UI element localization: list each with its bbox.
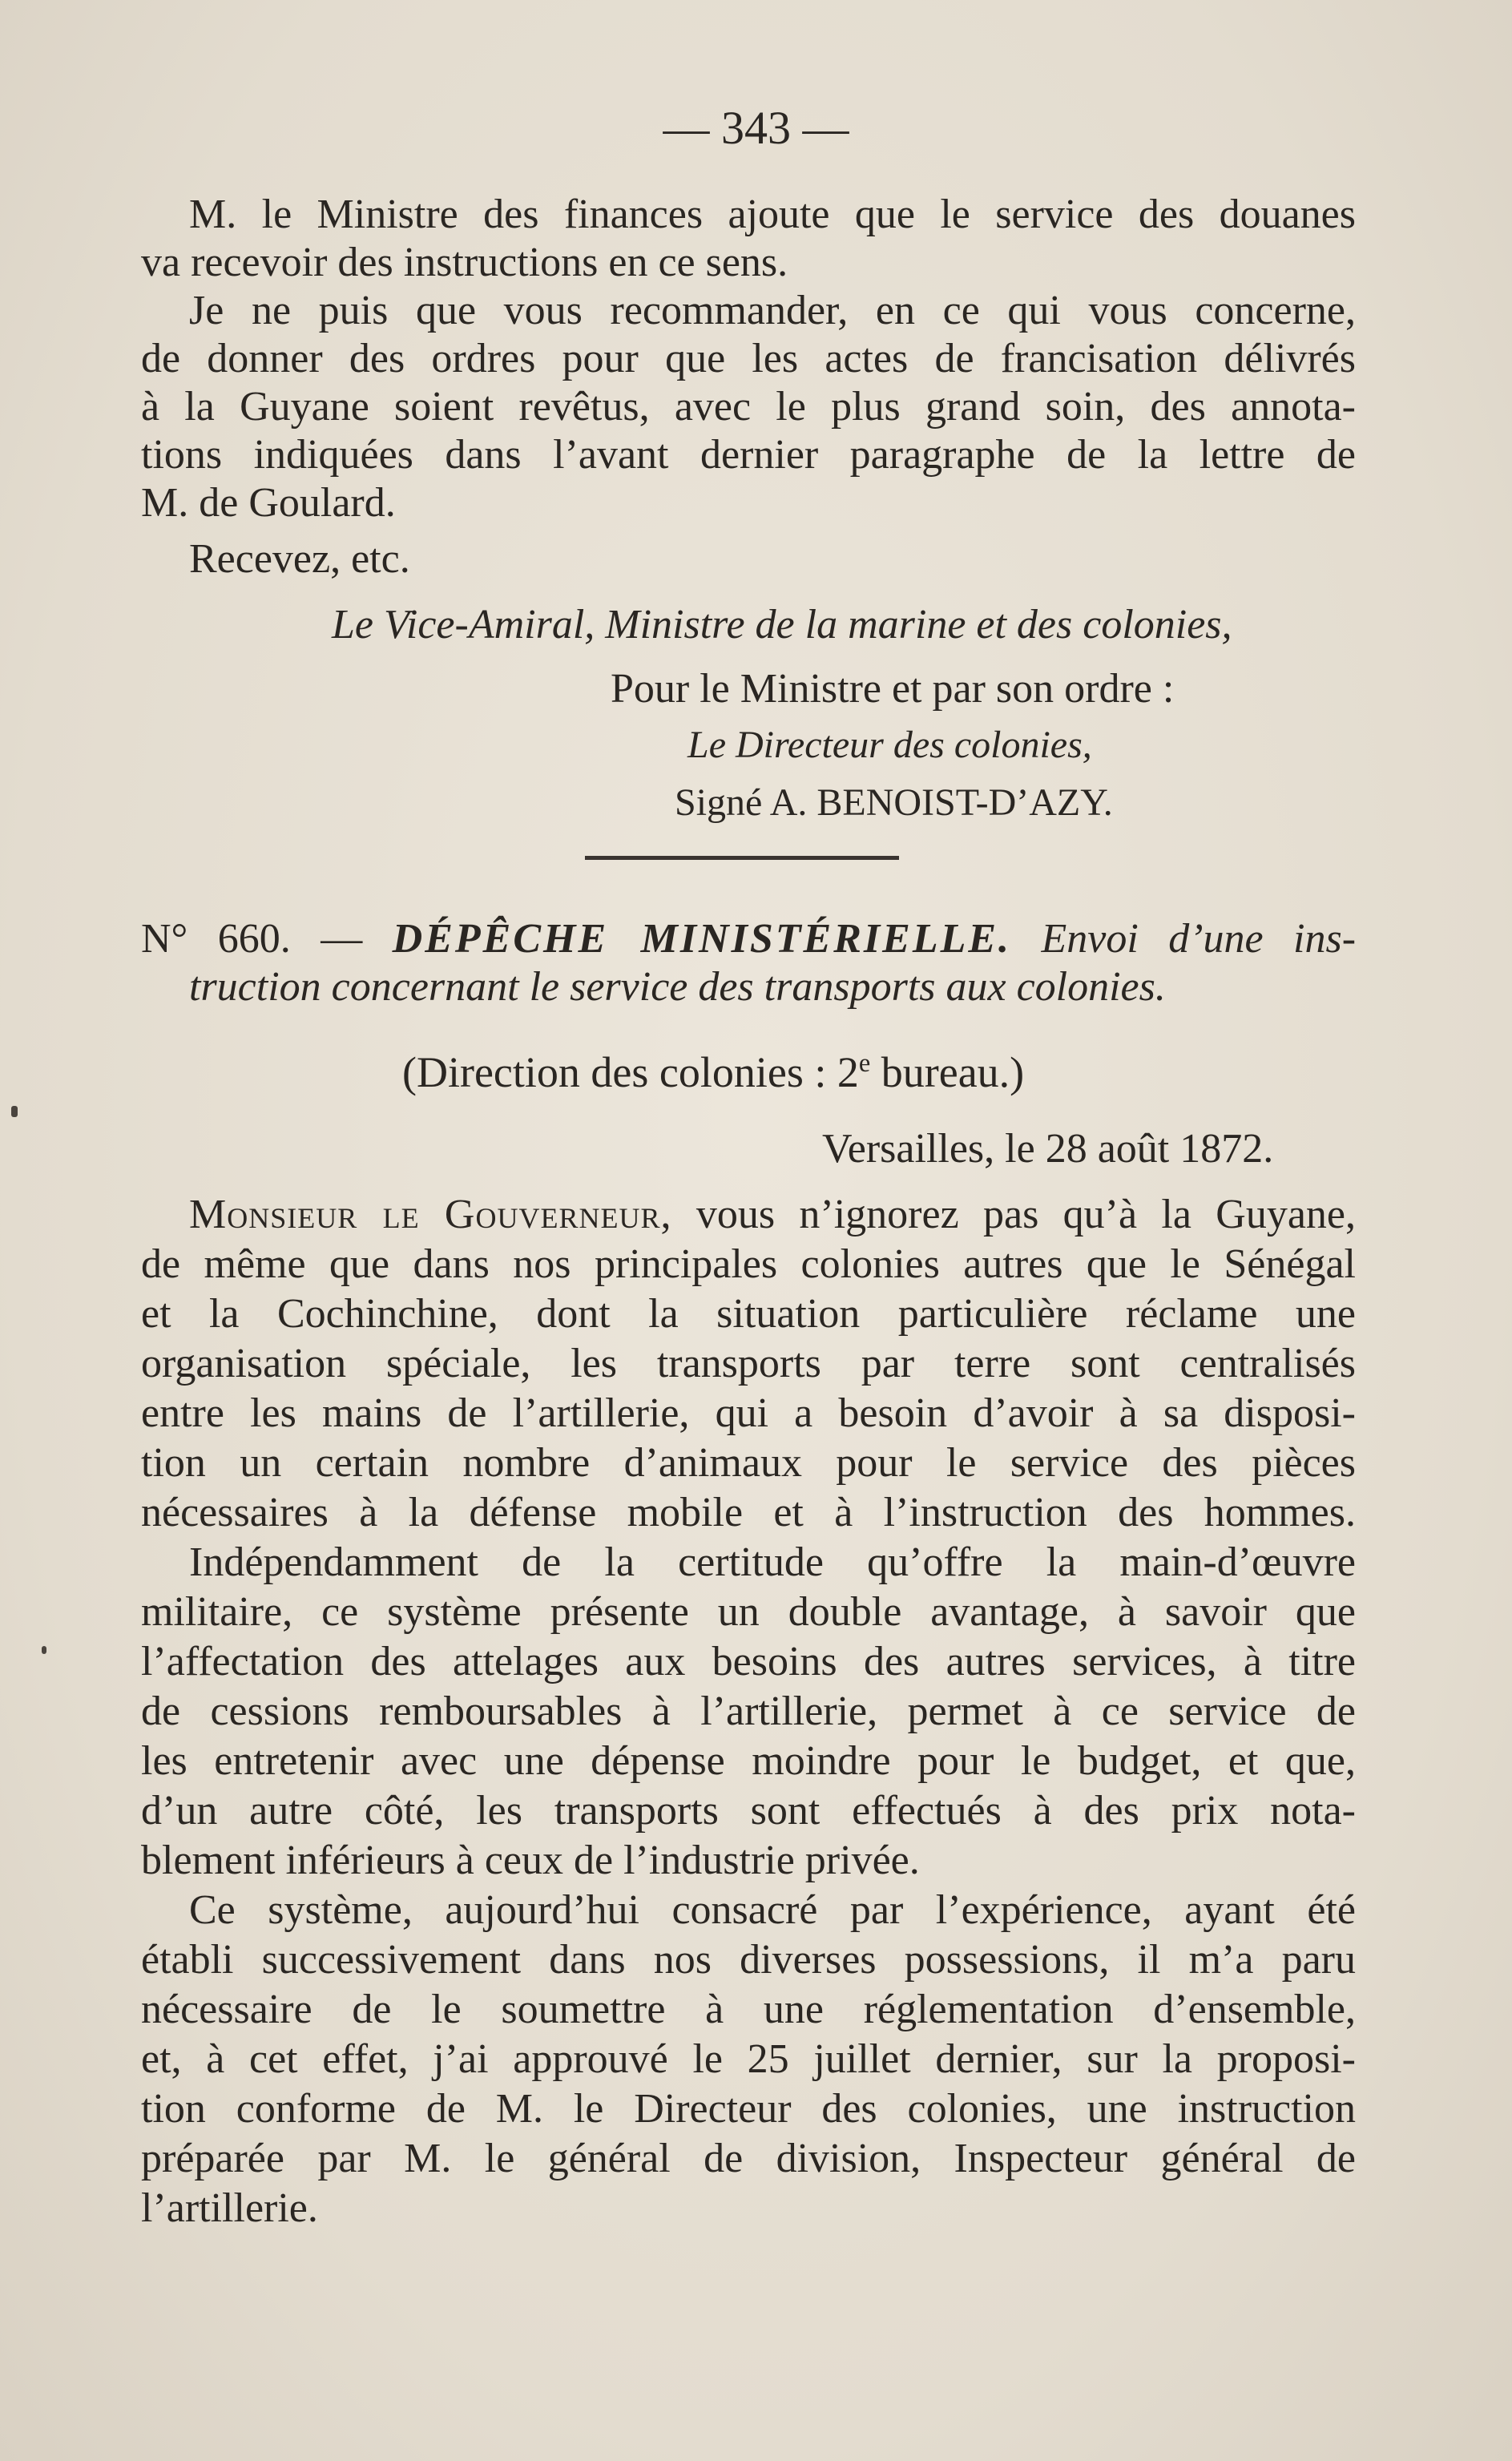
text-line: l’affectation des attelages aux besoins des autres services, à titre [141,1639,1356,1684]
section-divider [585,856,899,860]
text-line: Ce système, aujourd’hui consacré par l’expérience, ayant été [189,1887,1356,1933]
text-line: tion un certain nombre d’animaux pour le service des pièces [141,1440,1356,1486]
text-line: Indépendamment de la certitude qu’offre la main-d’œuvre [189,1539,1356,1585]
dispatch-dash: — [321,916,363,962]
text-line: les entretenir avec une dépense moindre pour le budget, et que, [141,1738,1356,1784]
text-line: blement inférieurs à ceux de l’industrie privée. [141,1838,920,1883]
text-line: l’artillerie. [141,2185,318,2231]
ink-speck [11,1106,18,1117]
text-line: de même que dans nos principales colonies autres que le Sénégal [141,1241,1356,1287]
text-line: tions indiquées dans l’avant dernier paragraphe de la lettre de [141,432,1356,478]
text-line: préparée par M. le général de division, Inspecteur général de [141,2136,1356,2181]
text-line: organisation spéciale, les transports par terre sont centralisés [141,1341,1356,1386]
text-line: d’un autre côté, les transports sont effectués à des prix nota- [141,1788,1356,1834]
signature-director: Le Directeur des colonies, [687,724,1092,766]
closing: Recevez, etc. [189,536,410,582]
text-line: Je ne puis que vous recommander, en ce qui vous concerne, [189,288,1356,333]
text-line: militaire, ce système présente un double avantage, à savoir que [141,1589,1356,1635]
dispatch-subject-cont: truction concernant le service des transports aux colonies. [189,964,1166,1010]
text-line: M. de Goulard. [141,480,396,526]
text-line: M. le Ministre des finances ajoute que le service des douanes [189,192,1356,237]
text-line: à la Guyane soient revêtus, avec le plus grand soin, des annota- [141,384,1356,430]
page-number: — 343 — [663,102,849,154]
salutation: Monsieur le Gouverneur, [189,1192,672,1237]
text-line [189,1191,1356,1239]
text-line: nécessaires à la défense mobile et à l’instruction des hommes. [141,1490,1356,1535]
direction-sup: e [858,1049,871,1078]
direction-text-end: bureau.) [870,1048,1025,1096]
text-line: et, à cet effet, j’ai approuvé le 25 juillet dernier, sur la proposi- [141,2036,1356,2082]
direction-text: (Direction des colonies : 2 [402,1048,859,1096]
text-line: de donner des ordres pour que les actes de francisation délivrés [141,336,1356,381]
signature-title: Le Vice-Amiral, Ministre de la marine et des colonies, [332,602,1232,648]
text-line: nécessaire de le soumettre à une réglementation d’ensemble, [141,1987,1356,2032]
ink-speck [42,1646,46,1654]
text-line: va recevoir des instructions en ce sens. [141,240,788,285]
dispatch-heading [141,915,1356,963]
text-line: entre les mains de l’artillerie, qui a besoin d’avoir à sa disposi- [141,1390,1356,1436]
text-line: de cessions remboursables à l’artillerie, permet à ce service de [141,1688,1356,1734]
dispatch-direction [402,1048,1356,1096]
signature-order: Pour le Ministre et par son ordre : [611,666,1175,712]
signature-name: Signé A. BENOIST-D’AZY. [675,781,1113,824]
text-line: et la Cochinchine, dont la situation particulière réclame une [141,1291,1356,1337]
dateline: Versailles, le 28 août 1872. [822,1126,1274,1172]
text-line: établi successivement dans nos diverses possessions, il m’a paru [141,1937,1356,1983]
dispatch-number: N° 660. [141,916,291,962]
salutation-rest: vous n’ignorez pas qu’à la Guyane, [696,1192,1356,1237]
text-line: tion conforme de M. le Directeur des colonies, une instruction [141,2086,1356,2132]
dispatch-title: DÉPÊCHE MINISTÉRIELLE. [392,916,1012,962]
dispatch-subject: Envoi d’une ins- [1041,916,1357,962]
